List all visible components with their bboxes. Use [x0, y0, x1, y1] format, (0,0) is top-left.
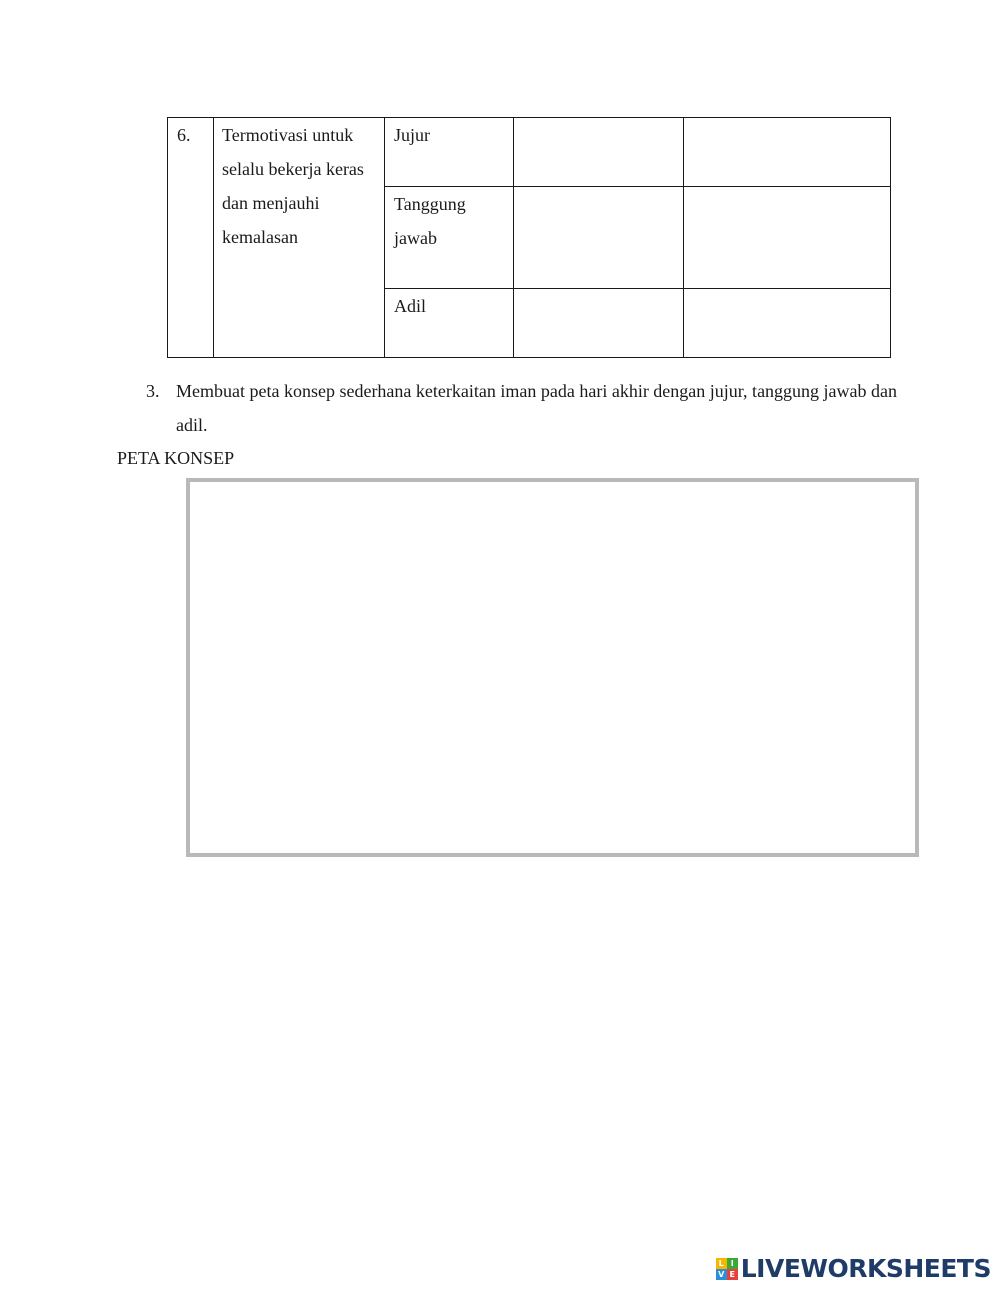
liveworksheets-logo [716, 1253, 991, 1285]
value-label: Adil [394, 296, 427, 316]
instruction-text: Membuat peta konsep sederhana keterkaitan iman pada hari akhir dengan jujur, tanggung jawab dan adil. [176, 381, 898, 435]
logo-mark-letter: E [727, 1269, 738, 1280]
value-cell-tanggung-jawab [385, 187, 514, 289]
section-heading: PETA KONSEP [117, 448, 235, 468]
logo-mark-letter: L [716, 1258, 727, 1269]
value-cell-jujur [385, 118, 514, 187]
logo-text: LIVEWORKSHEETS [740, 1254, 991, 1283]
worksheet-table [167, 117, 891, 358]
logo-mark-letter: V [716, 1269, 727, 1280]
answer-cell[interactable] [684, 118, 891, 187]
value-label: Tanggung jawab [394, 194, 466, 248]
answer-cell[interactable] [514, 187, 684, 289]
answer-cell[interactable] [514, 289, 684, 358]
logo-mark-icon [716, 1258, 738, 1280]
row-number: 6. [177, 125, 191, 145]
instruction-number: 3. [146, 381, 160, 401]
answer-cell[interactable] [514, 118, 684, 187]
row-description: Termotivasi untuk selalu bekerja keras dan menjauhi kemalasan [222, 125, 364, 247]
instruction-item [146, 374, 906, 442]
concept-map-answer-box[interactable] [186, 478, 919, 857]
row-description-cell [214, 118, 385, 358]
table-row [168, 118, 891, 187]
answer-cell[interactable] [684, 187, 891, 289]
value-label: Jujur [394, 125, 430, 145]
answer-cell[interactable] [684, 289, 891, 358]
value-cell-adil [385, 289, 514, 358]
logo-mark-letter: I [727, 1258, 738, 1269]
row-number-cell [168, 118, 214, 358]
